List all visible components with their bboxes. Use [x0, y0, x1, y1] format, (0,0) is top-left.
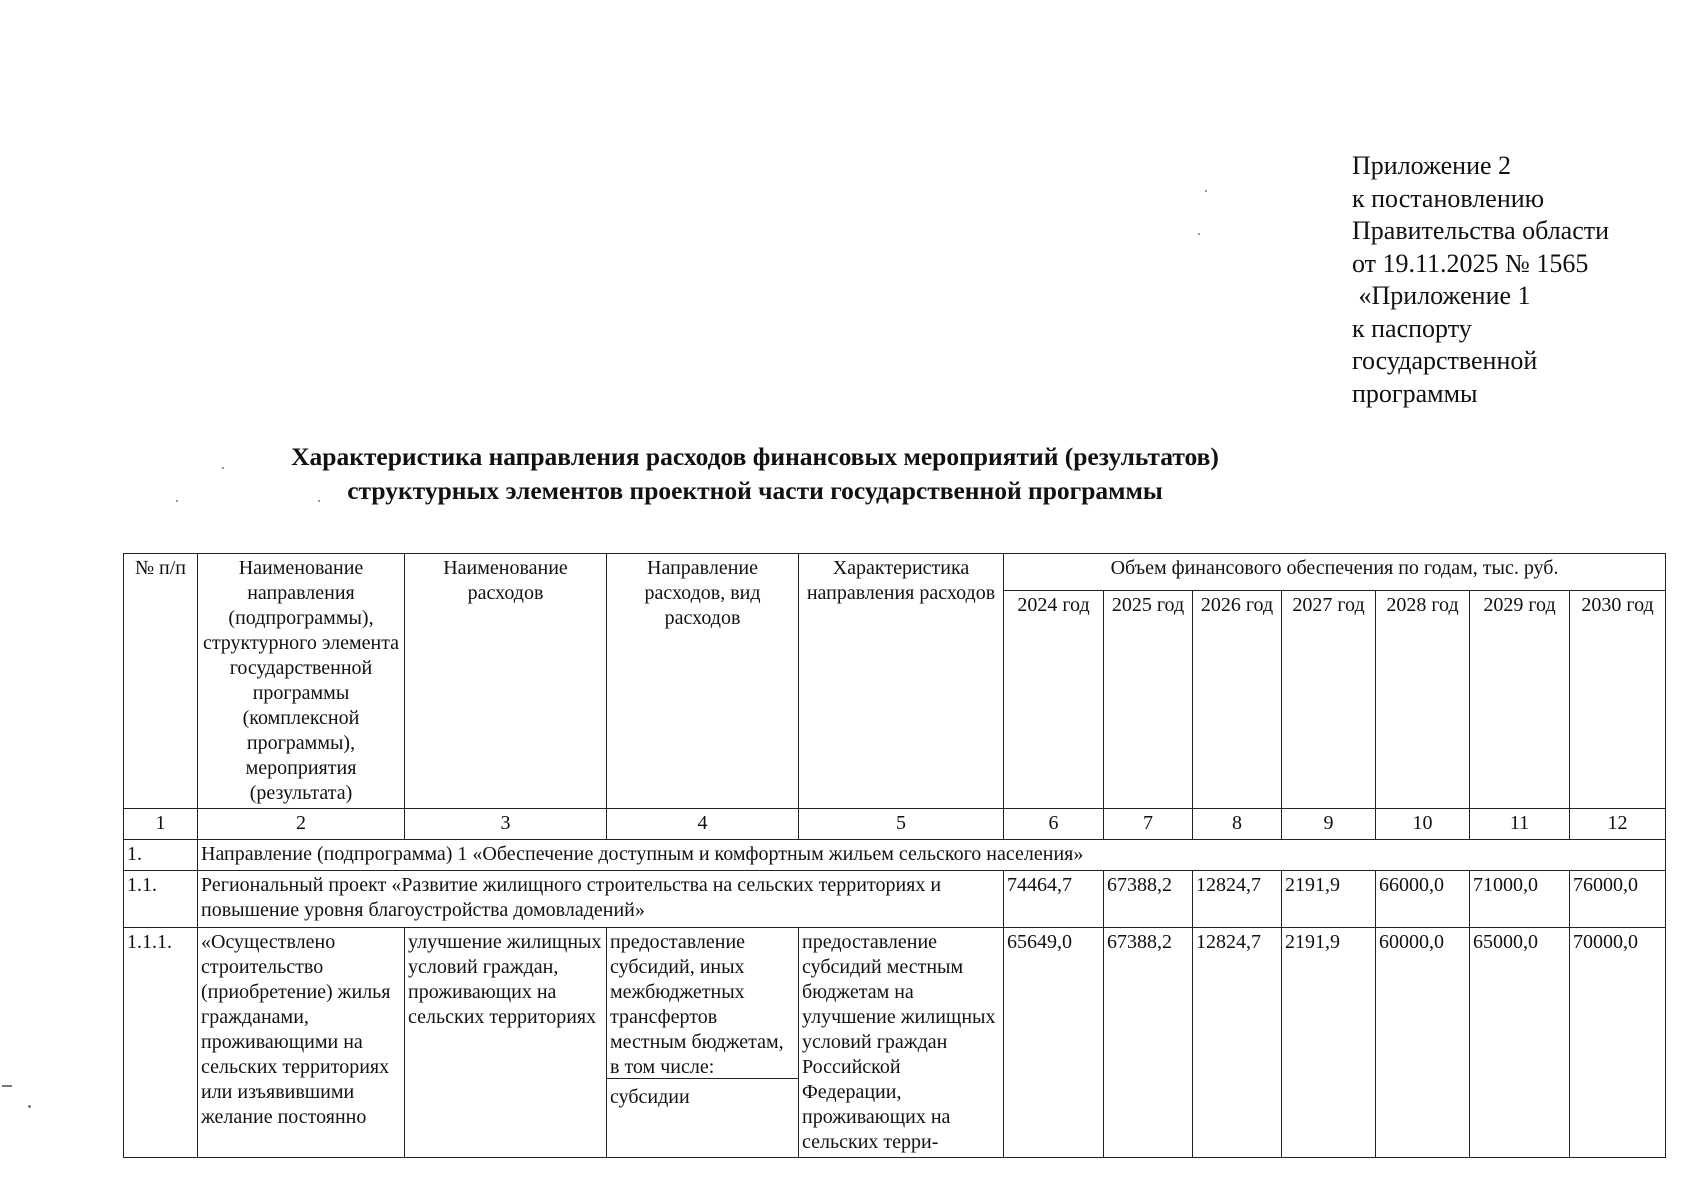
section-number: 1.	[124, 840, 198, 871]
appendix-line: Приложение 2	[1352, 151, 1512, 180]
project-value: 67388,2	[1104, 871, 1193, 928]
header-funding: Объем финансового обеспечения по годам, тыс. руб.	[1004, 554, 1666, 591]
column-number: 11	[1470, 809, 1570, 840]
measure-direction-top: предоставление субсидий, иных межбюджетных трансфертов местным бюджетам, в том числе:	[607, 928, 798, 1079]
measure-value: 67388,2	[1104, 928, 1193, 1158]
column-number: 5	[799, 809, 1004, 840]
header-year: 2026 год	[1193, 590, 1282, 808]
project-value: 71000,0	[1470, 871, 1570, 928]
measure-expense-name: улучшение жилищных условий граждан, проживающих на сельских территориях	[405, 928, 607, 1158]
scan-speck	[28, 1105, 31, 1108]
measure-characteristic: предоставление субсидий местным бюджетам на улучшение жилищных условий граждан Российской Федерации, проживающих на сельских терри-	[799, 928, 1004, 1158]
header-year: 2025 год	[1104, 590, 1193, 808]
measure-value: 70000,0	[1570, 928, 1666, 1158]
column-number: 3	[405, 809, 607, 840]
title-line-1: Характеристика направления расходов финансовых мероприятий (результатов)	[291, 442, 1219, 471]
section-name: Направление (подпрограмма) 1 «Обеспечение доступным и комфортным жильем сельского населения»	[198, 840, 1666, 871]
expenses-table	[123, 553, 1666, 1158]
measure-value: 12824,7	[1193, 928, 1282, 1158]
header-expense-direction: Направление расходов, вид расходов	[607, 554, 799, 809]
header-direction-name: Наименование направления (подпрограммы), структурного элемента государственной программы (комплексной программы), мероприятия (результата)	[198, 554, 405, 809]
column-number: 12	[1570, 809, 1666, 840]
header-number: № п/п	[124, 554, 198, 809]
appendix-block	[1352, 150, 1609, 410]
measure-direction-bottom: субсидии	[610, 1086, 690, 1108]
measure-value: 60000,0	[1376, 928, 1470, 1158]
project-value: 12824,7	[1193, 871, 1282, 928]
column-number: 8	[1193, 809, 1282, 840]
column-number: 10	[1376, 809, 1470, 840]
scan-speck	[1205, 190, 1207, 192]
table-row	[124, 928, 1666, 1158]
column-number: 6	[1004, 809, 1104, 840]
column-number: 4	[607, 809, 799, 840]
header-year: 2027 год	[1282, 590, 1376, 808]
measure-direction-cell	[607, 928, 799, 1158]
document-title	[0, 440, 1510, 508]
appendix-line: от 19.11.2025 № 1565	[1352, 248, 1589, 278]
column-number: 9	[1282, 809, 1376, 840]
scan-speck	[2, 1085, 12, 1087]
header-year: 2028 год	[1376, 590, 1470, 808]
measure-number: 1.1.1.	[124, 928, 198, 1158]
scan-speck	[176, 500, 178, 502]
measure-value: 2191,9	[1282, 928, 1376, 1158]
appendix-line: к паспорту	[1352, 313, 1472, 343]
project-number: 1.1.	[124, 871, 198, 928]
project-value: 2191,9	[1282, 871, 1376, 928]
column-number: 7	[1104, 809, 1193, 840]
table-row	[124, 840, 1666, 871]
header-year: 2030 год	[1570, 590, 1666, 808]
header-year: 2029 год	[1470, 590, 1570, 808]
scan-speck	[318, 500, 320, 502]
appendix-line: Правительства области	[1352, 216, 1610, 245]
project-value: 74464,7	[1004, 871, 1104, 928]
appendix-line: «Приложение 1	[1352, 281, 1531, 310]
project-value: 66000,0	[1376, 871, 1470, 928]
header-year: 2024 год	[1004, 590, 1104, 808]
measure-name: «Осуществлено строительство (приобретение) жилья гражданами, проживающими на сельских территориях или изъявившими желание постоянно	[198, 928, 405, 1158]
measure-value: 65000,0	[1470, 928, 1570, 1158]
column-number: 1	[124, 809, 198, 840]
appendix-line: к постановлению	[1352, 183, 1545, 213]
table-row	[124, 871, 1666, 928]
measure-value: 65649,0	[1004, 928, 1104, 1158]
header-characteristic: Характеристика направления расходов	[799, 554, 1004, 809]
header-expense-name: Наименование расходов	[405, 554, 607, 809]
title-line-2: структурных элементов проектной части государственной программы	[347, 476, 1163, 505]
scan-speck	[1198, 233, 1200, 235]
appendix-line: государственной	[1352, 346, 1538, 375]
project-name: Региональный проект «Развитие жилищного строительства на сельских территориях и повышение уровня благоустройства домовладений»	[198, 871, 1004, 928]
scan-speck	[222, 467, 224, 469]
appendix-line: программы	[1352, 378, 1478, 408]
project-value: 76000,0	[1570, 871, 1666, 928]
column-number: 2	[198, 809, 405, 840]
